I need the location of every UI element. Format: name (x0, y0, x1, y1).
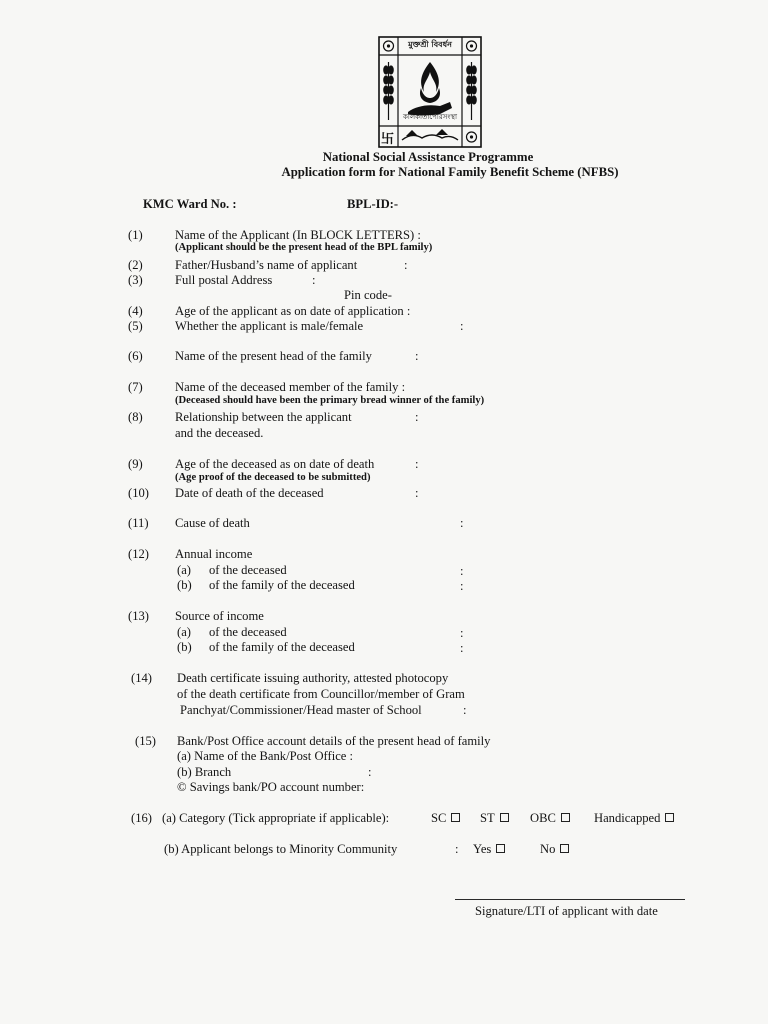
item-16b-colon: : (455, 842, 459, 856)
category-sc-label: SC (431, 811, 447, 825)
item-15b-label: (b) Branch (177, 765, 232, 779)
item-14-line3: Panchyat/Commissioner/Head master of School (180, 703, 422, 717)
emblem-bottom-text: কলিকাতাপৌরসংস্থা (402, 113, 458, 121)
signature-label: Signature/LTI of applicant with date (475, 904, 658, 918)
emblem-swastik: 卐 (381, 132, 395, 147)
category-obc-checkbox[interactable] (561, 813, 570, 822)
minority-yes[interactable] (473, 842, 505, 857)
item-10-colon: : (415, 486, 419, 500)
category-sc-checkbox[interactable] (451, 813, 460, 822)
kmc-emblem (378, 36, 482, 148)
category-st[interactable] (480, 811, 509, 826)
item-1-label: Name of the Applicant (In BLOCK LETTERS) : (175, 228, 421, 242)
item-13-label: Source of income (175, 609, 264, 623)
item-3-label: Full postal Address (175, 273, 273, 287)
signature-line (455, 899, 685, 900)
item-15-label: Bank/Post Office account details of the present head of family (177, 734, 491, 748)
pin-code-label: Pin code- (344, 288, 392, 302)
item-13b-colon: : (460, 641, 464, 655)
category-handicapped-label: Handicapped (594, 811, 661, 825)
item-16-number: (16) (131, 811, 152, 825)
category-handicapped[interactable] (594, 811, 674, 826)
item-13a-number: (a) (177, 625, 191, 639)
item-12-label: Annual income (175, 547, 253, 561)
item-14-number: (14) (131, 671, 152, 685)
item-9-note: (Age proof of the deceased to be submitted) (175, 472, 371, 483)
minority-yes-label: Yes (473, 842, 492, 856)
item-13b-label: of the family of the deceased (209, 640, 355, 654)
item-9-number: (9) (128, 457, 143, 471)
item-7-number: (7) (128, 380, 143, 394)
item-5-label: Whether the applicant is male/female (175, 319, 364, 333)
item-11-number: (11) (128, 516, 149, 530)
item-7-label: Name of the deceased member of the family : (175, 380, 406, 394)
minority-no-checkbox[interactable] (560, 844, 569, 853)
item-6-colon: : (415, 349, 419, 363)
item-3-colon: : (312, 273, 316, 287)
item-15c-label: © Savings bank/PO account number: (177, 780, 365, 794)
item-6-number: (6) (128, 349, 143, 363)
item-14-line1: Death certificate issuing authority, attested photocopy (177, 671, 449, 685)
item-2-number: (2) (128, 258, 143, 272)
item-9-label: Age of the deceased as on date of death (175, 457, 375, 471)
item-12b-number: (b) (177, 578, 192, 592)
item-8-label: Relationship between the applicant (175, 410, 352, 424)
category-obc-label: OBC (530, 811, 556, 825)
item-1-number: (1) (128, 228, 143, 242)
item-1-note: (Applicant should be the present head of the BPL family) (175, 242, 433, 253)
item-16a-label: (a) Category (Tick appropriate if applicable): (162, 811, 390, 825)
category-st-label: ST (480, 811, 495, 825)
item-16b-label: (b) Applicant belongs to Minority Community (164, 842, 398, 856)
item-8-number: (8) (128, 410, 143, 424)
kmc-ward-label: KMC Ward No. : (143, 197, 237, 211)
category-obc[interactable] (530, 811, 570, 826)
item-5-colon: : (460, 319, 464, 333)
minority-no[interactable] (540, 842, 569, 857)
item-4-label: Age of the applicant as on date of application : (175, 304, 411, 318)
item-14-line2: of the death certificate from Councillor/member of Gram (177, 687, 465, 701)
item-15a-label: (a) Name of the Bank/Post Office : (177, 749, 354, 763)
item-11-label: Cause of death (175, 516, 250, 530)
form-title: National Social Assistance Programme (322, 150, 534, 164)
item-2-colon: : (404, 258, 408, 272)
item-12-number: (12) (128, 547, 149, 561)
item-8-label-line2: and the deceased. (175, 426, 264, 440)
item-12b-label: of the family of the deceased (209, 578, 355, 592)
item-10-label: Date of death of the deceased (175, 486, 324, 500)
item-7-note: (Deceased should have been the primary bread winner of the family) (175, 395, 485, 406)
emblem-top-text: মুক্তশ্রী বিবর্ধন (408, 40, 452, 49)
item-3-number: (3) (128, 273, 143, 287)
item-6-label: Name of the present head of the family (175, 349, 372, 363)
item-4-number: (4) (128, 304, 143, 318)
item-14-colon: : (463, 703, 467, 717)
item-12a-number: (a) (177, 563, 191, 577)
item-11-colon: : (460, 516, 464, 530)
category-handicapped-checkbox[interactable] (665, 813, 674, 822)
item-13b-number: (b) (177, 640, 192, 654)
bpl-id-label: BPL-ID:- (347, 197, 399, 211)
category-sc[interactable] (431, 811, 460, 826)
category-st-checkbox[interactable] (500, 813, 509, 822)
minority-no-label: No (540, 842, 556, 856)
item-2-label: Father/Husband’s name of applicant (175, 258, 358, 272)
item-12a-label: of the deceased (209, 563, 287, 577)
item-12a-colon: : (460, 564, 464, 578)
item-13a-colon: : (460, 626, 464, 640)
item-9-colon: : (415, 457, 419, 471)
item-10-number: (10) (128, 486, 149, 500)
item-5-number: (5) (128, 319, 143, 333)
form-subtitle: Application form for National Family Benefit Scheme (NFBS) (281, 165, 619, 179)
minority-yes-checkbox[interactable] (496, 844, 505, 853)
item-12b-colon: : (460, 579, 464, 593)
item-8-colon: : (415, 410, 419, 424)
item-15-number: (15) (135, 734, 156, 748)
item-13a-label: of the deceased (209, 625, 287, 639)
item-15b-colon: : (368, 765, 372, 779)
item-13-number: (13) (128, 609, 149, 623)
